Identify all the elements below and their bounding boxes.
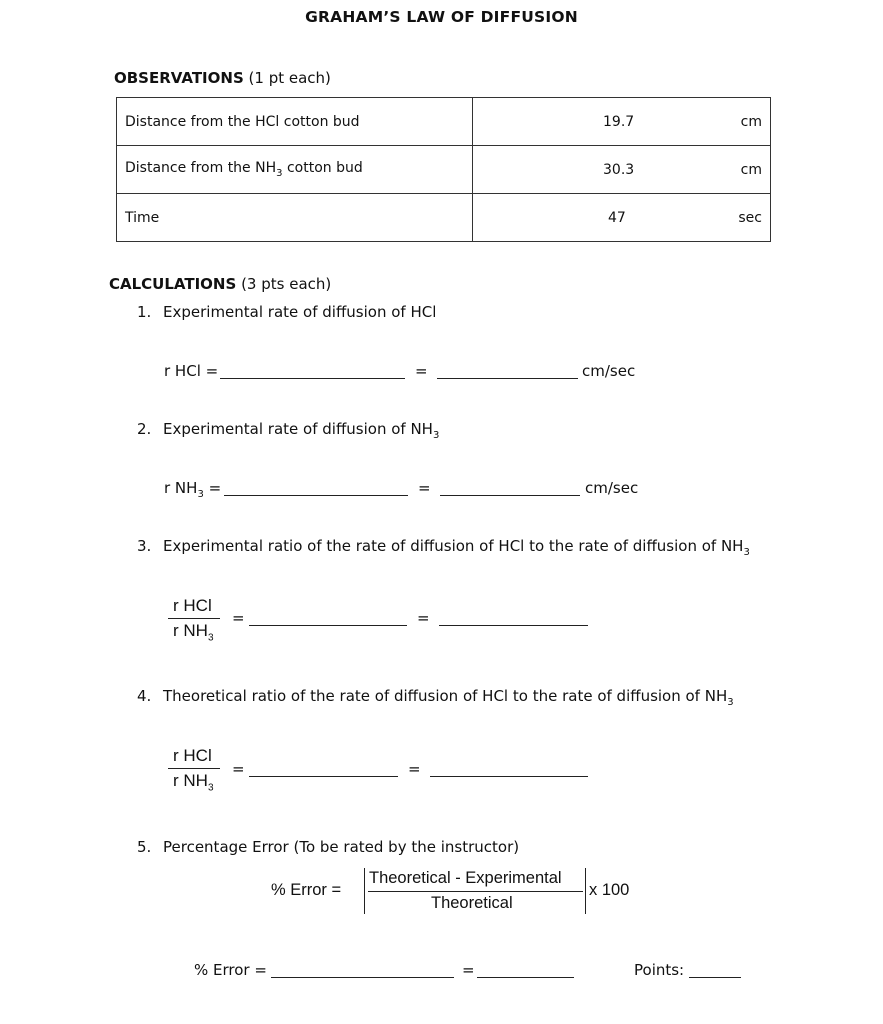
final-blank-1[interactable] [271, 977, 454, 978]
row-value: 47 [608, 209, 626, 226]
table-row [117, 194, 771, 242]
ratio1-equals-2: = [417, 609, 430, 627]
row-unit: cm [740, 113, 762, 130]
observations-table [116, 97, 771, 242]
row-value: 19.7 [603, 113, 635, 130]
ratio2-den-text: r NH [173, 771, 208, 790]
calculations-label: CALCULATIONS [109, 275, 237, 293]
table-row [117, 98, 771, 146]
ratio2-numerator: r HCl [173, 746, 212, 765]
final-equals: = [462, 961, 475, 979]
eq1-blank-1[interactable] [220, 378, 405, 379]
row-value-cell[interactable] [473, 98, 771, 146]
item-number: 5. [137, 838, 152, 856]
table-row [117, 146, 771, 194]
ratio1-blank-1[interactable] [249, 625, 407, 626]
eq1-lhs: r HCl = [164, 362, 219, 380]
row-value-cell[interactable] [473, 146, 771, 194]
ratio1-den-text: r NH [173, 621, 208, 640]
calculations-heading [109, 275, 331, 293]
row-label [117, 146, 473, 194]
observations-label: OBSERVATIONS [114, 69, 244, 87]
ratio1-den-sub: 3 [207, 632, 214, 644]
item-text: Experimental ratio of the rate of diffusion of HCl to the rate of diffusion of NH [163, 537, 744, 555]
item-text: Experimental rate of diffusion of HCl [163, 303, 437, 321]
row-label-text-end: cotton bud [282, 160, 363, 177]
ratio2-blank-1[interactable] [249, 776, 398, 777]
abs-bar-left [364, 868, 365, 914]
ratio1-fraction-bar [168, 618, 220, 619]
formula-times: x 100 [589, 881, 630, 899]
row-label-text: Distance from the NH [125, 160, 277, 177]
item-number: 1. [137, 303, 152, 321]
eq2-unit: cm/sec [585, 479, 639, 497]
calc-item-3 [137, 537, 750, 558]
observations-heading [114, 69, 331, 87]
calc-item-1 [137, 303, 436, 321]
eq2-blank-1[interactable] [224, 495, 408, 496]
eq2-lhs-equals: = [203, 479, 222, 497]
formula-fraction-bar [368, 891, 583, 892]
calculations-points: (3 pts each) [241, 275, 332, 293]
row-label: Distance from the HCl cotton bud [117, 98, 473, 146]
ratio2-equals-2: = [408, 760, 421, 778]
calc-item-4 [137, 687, 734, 708]
row-value-cell[interactable] [473, 194, 771, 242]
eq1-unit: cm/sec [582, 362, 636, 380]
item-number: 2. [137, 420, 152, 438]
eq1-equals: = [415, 362, 428, 380]
ratio2-blank-2[interactable] [430, 776, 588, 777]
ratio1-numerator: r HCl [173, 596, 212, 615]
points-label: Points: [634, 961, 685, 979]
formula-numerator: Theoretical - Experimental [369, 869, 562, 887]
item-text: Percentage Error (To be rated by the instructor) [163, 838, 520, 856]
item-text: Theoretical ratio of the rate of diffusion of HCl to the rate of diffusion of NH [163, 687, 728, 705]
row-value: 30.3 [603, 161, 635, 178]
final-label: % Error = [194, 961, 267, 979]
ratio2-equals-1: = [232, 760, 245, 778]
row-label: Time [117, 194, 473, 242]
eq2-lhs [164, 479, 221, 500]
eq2-blank-2[interactable] [440, 495, 580, 496]
calc-item-5 [137, 838, 519, 856]
eq2-lhs-sub: 3 [197, 489, 204, 500]
eq1-blank-2[interactable] [437, 378, 578, 379]
item-number: 3. [137, 537, 152, 555]
row-unit: sec [738, 209, 762, 226]
row-label-sub: 3 [276, 167, 283, 179]
ratio2-den-sub: 3 [207, 782, 214, 794]
ratio1-denominator [173, 621, 214, 643]
eq2-lhs-text: r NH [164, 479, 198, 497]
points-blank[interactable] [689, 977, 741, 978]
formula-lhs: % Error = [271, 881, 342, 899]
item-number: 4. [137, 687, 152, 705]
ratio1-blank-2[interactable] [439, 625, 588, 626]
final-blank-2[interactable] [477, 977, 574, 978]
ratio2-fraction-bar [168, 768, 220, 769]
ratio2-denominator [173, 771, 214, 793]
observations-points: (1 pt each) [248, 69, 331, 87]
ratio1-equals-1: = [232, 609, 245, 627]
abs-bar-right [585, 868, 586, 914]
item-text: Experimental rate of diffusion of NH [163, 420, 433, 438]
item-sub: 3 [432, 430, 440, 441]
page-title: GRAHAM’S LAW OF DIFFUSION [305, 8, 578, 26]
calc-item-2 [137, 420, 439, 441]
item-sub: 3 [743, 547, 750, 558]
row-unit: cm [740, 161, 762, 178]
formula-denominator: Theoretical [431, 894, 513, 912]
item-sub: 3 [727, 697, 734, 708]
eq2-equals: = [418, 479, 431, 497]
